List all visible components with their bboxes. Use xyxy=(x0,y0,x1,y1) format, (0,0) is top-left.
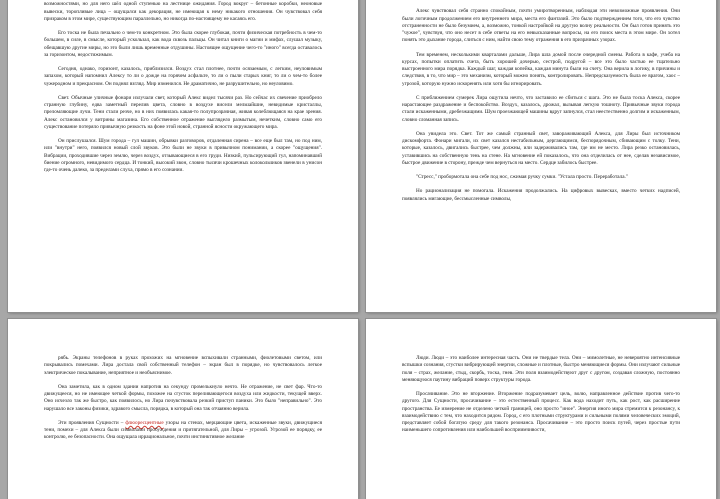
page-text-body xyxy=(44,355,322,442)
paragraph: рябь. Экраны телефонов в руках прохожих на мгновение вспыхивали странными, фиолетовыми светом, или покрывались помехами. Лира достала свой собственный телефон – экран был в порядке, но чувствовалось легкое электрическое покалывание, неприятное и необъяснимое. xyxy=(44,355,322,376)
paragraph: Просачивание. Это не вторжение. Вторжение подразумевает цель, волю, направленное действие против чего-то другого. Для Сущности, просачивание – это естественный процесс. Как вода находит путь, как рост, как расширение пространства. Ее измерение не отделено четкой границей, оно просто "иное". Энергия иного мира стремится к резонансу, к взаимодействию с тем, что находится рядом. Город, с его плотными структурами и сильными полями человеческих эмоций, представляет собой богатую среду для такого резонанса. Просачивание – это просто поиск путей, через простые пути наименьшего сопротивления или наибольшей восприимчивости, xyxy=(402,391,680,434)
page-text-body xyxy=(402,355,680,435)
document-page-3 xyxy=(8,319,358,499)
paragraph: Его тоска не была печально о чем-то конкретном. Это была скорее глубокая, почти физическая потребность в чем-то большем, в силе, в смысле, который ускользал, как вода сквозь пальцы. Он читал книги о магии и мифах, слушал музыку, обещавшую другие миры, но это были лишь временные отдушины. Настоящее ощущение чего-то "иного" всегда оставалось за горизонтом, недостижимым. xyxy=(44,30,322,58)
paragraph: Алекс чувствовал себя странно спокойным, почти умиротворенным, наблюдая эти невозможные проявления. Они были логичным продолжением его внутреннего мира, места его фантазий. Это было подтверждением того, что его чувство отстраненности не было безумием, а, возможно, тонкой настройкой на другую волну реальности. Он был готов принять это "чужое", чувствуя, что оно несет в себе ответы на его невысказанные вопросы, на его поиск места в этом мире. Он хотел понять это дыхание города, слиться с ним, найти свою тему отражения в его призрачных узорах. xyxy=(402,8,680,44)
dialogue-line: "Стресс," пробормотала она себе под нос, сжимая ручку сумки. "Устала просто. Переработала." xyxy=(416,174,628,180)
document-page-4 xyxy=(366,319,716,499)
document-page-1 xyxy=(8,0,358,312)
document-page-2 xyxy=(366,0,716,312)
page-text-body xyxy=(44,0,322,174)
paragraph: С приближением сумерек Лира ощутила нечто, что заставило ее сбиться с шага. Это не была тоска Алекса, скорее нарастающее раздражение и беспокойство. Воздух, казалось, дрожал, вызывая легкую тошноту. Привычные звуки города стали искаженными, дребезжащими. Шум проезжающей машины вдруг запнулся, стал неестественно долгим и искаженным, словно сломанная запись. xyxy=(402,94,680,123)
paragraph: Тем временем, несколькими кварталами дальше, Лира шла домой после очередной смены. Работа в кафе, учеба на курсах, попытки оплатить счета, быть хорошей дочерью, сестрой, подругой – все это было частью ее тщательно выстроенного мира порядка. Каждый шаг, каждая копейка, каждая минута были на счету. Она верила в логику, в причины и следствия, в то, что мир – это механизм, который можно понять, контролировать. Непредсказуемость была ее врагом, хаос – угрозой, которую нужно искоренять или хотя бы игнорировать. xyxy=(402,51,680,87)
spellcheck-marked-word[interactable]: флюоресцентные xyxy=(125,419,164,426)
paragraph: Сегодня, однако, горизонт, казалось, приблизился. Воздух стал плотнее, почти осязаемым, с легким, неуловимым запахом, который напомнил Алексу то ли о дожде на горячем асфальте, то ли о пыли старых книг, то ли о чем-то более чужеродном и прекрасном. Он поднял взгляд. Мир изменился. Не драматично, не разрушительно, но неуловимо. xyxy=(44,66,322,87)
paragraph: Люди. Люди – это наиболее интересная часть. Они не твердые тела. Они – мимолетные, не невероятно интенсивные вспышки сознания, сгустки вибрирующей энергии, сложные и плотные, быстро меняющиеся формы. Они излучают сильные поля – страх, желание, стыд, скорбь, тоска, гнев. Эти поля взаимодействуют друг с другом, создавая сложную, постоянно меняющуюся паутину вибраций поверх структуры города. xyxy=(402,355,680,383)
paragraph: Он прислушался. Шум города – гул машин, обрывки разговоров, отдаленная сирена – все еще был там, но под ним, или "внутри" него, появился новый слой звуков. Это были не звуки в привычном понимании, а скорее "ощущения". Вибрации, проходившие через землю, через воздух, отзывающиеся в его груди. Низкий, пульсирующий гул, напоминавший биение огромного, невидимого сердца. И тонкий, высокий звон, словно тысячи крошечных колокольчиков звенели в унисон где-то очень далеко, за пределами слуха, прямо в его сознании. xyxy=(44,138,322,173)
paragraph: Но рационализация не помогала. Искажения продолжались. На цифровых вывесках, вместо четких надписей, появлялись мигающие, бессмысленные символы, xyxy=(402,188,680,202)
paragraph: Эти проявления Сущности – флюоресцентные узоры на стенах, мерцающие цвета, искаженные звуки, движущиеся тени, помехи – для Алекса были символами пробуждения и притягательной, для Лиры – угрозой. Угрозой ее порядку, ее контролю, ее безопасности. Она ощущала иррациональное, почти инстинктивное желание xyxy=(44,419,322,441)
paragraph: Она заметила, как в одном здании напротив на секунду промелькнуло нечто. Не отражение, не свет фар. Что-то движущееся, но не имеющее четкой формы, похожее на сгусток переливающегося воздуха или жидкости, текущей вверх. Оно исчезло так же быстро, как появилось, но Лира почувствовала резкий приступ паники. Это было "неправильно". Это нарушало все законы физики, здравого смысла, порядка, в который она так отчаянно верила. xyxy=(44,383,322,412)
paragraph: возможностями, но для него шёл одной ступенью на лестнице ожидания. Город вокруг – бетонные коробки, неоновые вывески, торопливые лица – ощущался как декорация, не имеющая к нему никакого отношения. Он чувствовал себя призраком в этом мире, существующим параллельно, но никогда по-настоящему не касаясь его. xyxy=(44,1,322,22)
paragraph: Она увидела это. Свет. Тот же самый странный свет, завораживающий Алекса, для Лиры был источником дискомфорта. Фонари мигали, их свет казался нестабильным, дергающимся, беспорядочным, сбивающим с толку. Тени, которые, казалось, двигались быстрее, чем должны, или задерживались там, где им не место. Лира резко остановилась, уставившись на собственную тень на стене. На мгновение ей показалось, что она отделилась от нее, сделав независимое, быстрое движение в сторону, прежде чем вернуться на место. Сердце забилось быстрее. xyxy=(402,130,680,166)
page-text-body xyxy=(402,0,680,203)
paragraph xyxy=(402,0,680,1)
paragraph: Свет. Обычные уличные фонари излучали свет, который Алекс видел тысячи раз. Но сейчас их свечение приобрело странную глубину, едва заметный перелив цвета, словно в воздухе висели мельчайшие, невидимые кристаллы, преломляющие лучи. Тени стали резче, но в них появилась какая-то полупрозрачная, живая колеблющаяся на крае зрения. Алекс остановился у витрины магазина. Его собственное отражение выглядело размытым, нечетким, словно само его существование потеряло привычную резкость на фоне этой новой, странной ясности окружающего мира. xyxy=(44,94,322,130)
